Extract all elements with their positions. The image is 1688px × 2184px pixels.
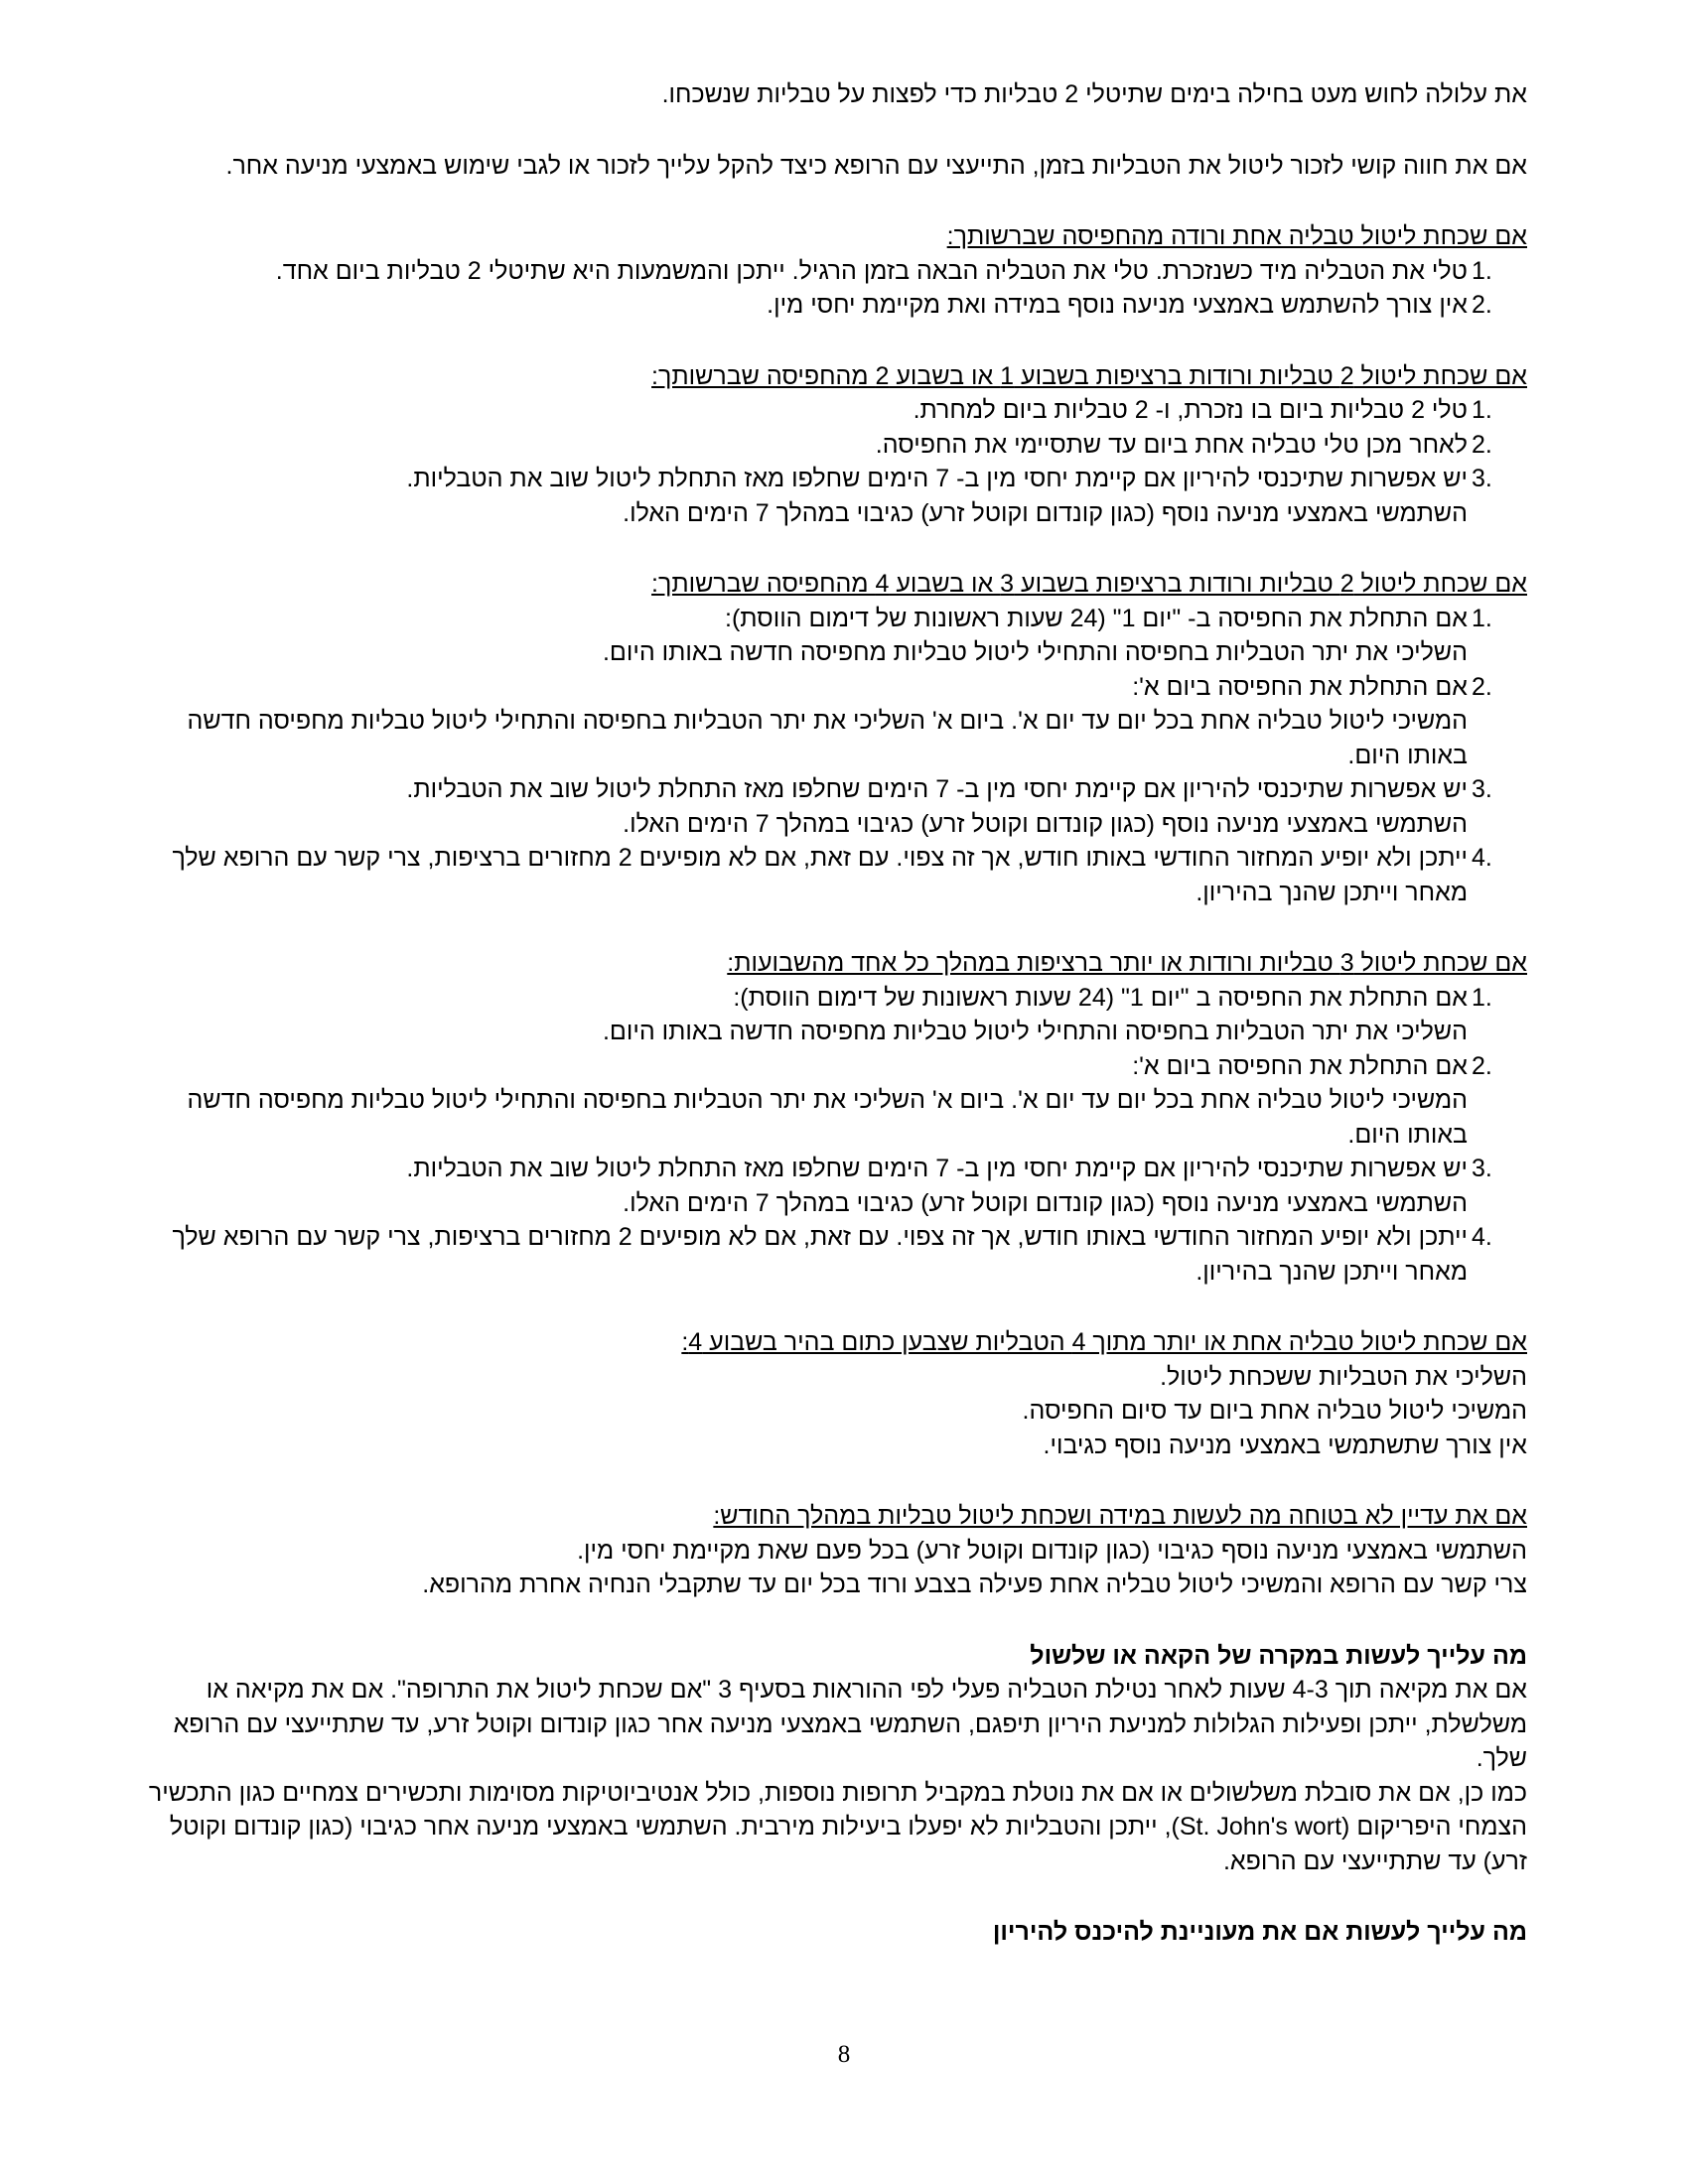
item-number: 3. [1472,1155,1492,1182]
section-heading: אם שכחת ליטול טבליה אחת או יותר מתוך 4 הטבליות שצבען כתום בהיר בשבוע 4: [681,1328,1527,1356]
paragraph: כמו כן, אם את סובלת משלשולים או אם את נוטלת במקביל תרופות נוספות, כולל אנטיביוטיקות מסוימות ותכשירים צמחיים כגון התכשיר הצמחי היפריקום (St. John's wort), ייתכן והטבליות לא יפעלו ביעילות מירבית. השתמשי באמצעי מניעה אחר כגיבוי (כגון קונדום וקוטל זרע) עד שתתייעצי עם הרופא. [148,1778,1527,1875]
item-number: 1. [1472,604,1492,632]
item-continuation: השתמשי באמצעי מניעה נוסף (כגון קונדום וקוטל זרע) כגיבוי במהלך 7 הימים האלו. [623,1188,1468,1217]
instruction-line: המשיכי ליטול טבליה אחת ביום עד סיום החפיסה. [1022,1397,1527,1425]
item-number: 2. [1472,1051,1492,1080]
list-item [137,254,1527,289]
item-text: אם התחלת את החפיסה ביום א': [1132,672,1468,701]
bold-heading: מה עלייך לעשות אם את מעוניינת להיכנס להיריון [992,1918,1527,1946]
page-body [137,77,1527,1950]
item-continuation: השליכי את יתר הטבליות בחפיסה והתחילי ליטול טבליות מחפיסה חדשה באותו היום. [602,638,1468,666]
item-number: 3. [1472,775,1492,803]
list-item [137,981,1527,1049]
item-continuation: המשיכי ליטול טבליה אחת בכל יום עד יום א'. ביום א' השליכי את יתר הטבליות בחפיסה והתחילי ליטול טבליות מחפיסה חדשה באותו היום. [187,1086,1468,1149]
numbered-list [137,981,1527,1290]
list-item [137,841,1527,909]
list-item [137,772,1527,841]
list-item [137,288,1527,323]
intro-line: את עלולה לחוש מעט בחילה בימים שתיטלי 2 טבליות כדי לפצות על טבליות שנשכחו. [661,80,1527,108]
numbered-list [137,254,1527,323]
item-number: 3. [1472,465,1492,492]
item-text: לאחר מכן טלי טבליה אחת ביום עד שתסיימי את החפיסה. [875,430,1468,459]
item-text: ייתכן ולא יופיע המחזור החודשי באותו חודש, אך זה צפוי. עם זאת, אם לא מופיעים 2 מחזורים ברציפות, צרי קשר עם הרופא שלך מאחר וייתכן שהנך בהיריון. [172,1223,1468,1286]
item-text: יש אפשרות שתיכנסי להיריון אם קיימת יחסי מין ב- 7 הימים שחלפו מאז התחלת ליטול שוב את הטבליות. [406,465,1468,492]
section-heading: אם את עדיין לא בטוחה מה לעשות במידה ושכחת ליטול טבליות במהלך החודש: [713,1502,1527,1530]
instruction-line: אין צורך שתשתמשי באמצעי מניעה נוסף כגיבוי. [1043,1431,1527,1459]
list-item [137,428,1527,463]
item-text: טלי 2 טבליות ביום בו נזכרת, ו- 2 טבליות ביום למחרת. [913,396,1468,424]
instruction-line: השתמשי באמצעי מניעה נוסף כגיבוי (כגון קונדום וקוטל זרע) בכל פעם שאת מקיימת יחסי מין. [577,1536,1527,1565]
item-number: 1. [1472,396,1492,424]
list-item [137,1152,1527,1220]
item-continuation: השתמשי באמצעי מניעה נוסף (כגון קונדום וקוטל זרע) כגיבוי במהלך 7 הימים האלו. [623,498,1468,527]
item-number: 4. [1472,844,1492,872]
item-text: יש אפשרות שתיכנסי להיריון אם קיימת יחסי מין ב- 7 הימים שחלפו מאז התחלת ליטול שוב את הטבליות. [406,775,1468,803]
instruction-line: השליכי את הטבליות ששכחת ליטול. [1160,1362,1527,1391]
list-item [137,670,1527,773]
numbered-list [137,393,1527,530]
item-number: 1. [1472,983,1492,1012]
bold-heading: מה עלייך לעשות במקרה של הקאה או שלשול [1030,1641,1527,1670]
item-number: 1. [1472,256,1492,285]
list-item [137,1220,1527,1289]
item-continuation: השתמשי באמצעי מניעה נוסף (כגון קונדום וקוטל זרע) כגיבוי במהלך 7 הימים האלו. [623,809,1468,838]
list-item [137,602,1527,670]
item-text: ייתכן ולא יופיע המחזור החודשי באותו חודש, אך זה צפוי. עם זאת, אם לא מופיעים 2 מחזורים ברציפות, צרי קשר עם הרופא שלך מאחר וייתכן שהנך בהיריון. [172,844,1468,906]
item-text: יש אפשרות שתיכנסי להיריון אם קיימת יחסי מין ב- 7 הימים שחלפו מאז התחלת ליטול שוב את הטבליות. [406,1155,1468,1182]
item-number: 2. [1472,430,1492,459]
item-text: אם התחלת את החפיסה ב "יום 1" (24 שעות ראשונות של דימום הווסת): [733,983,1468,1012]
numbered-list [137,602,1527,910]
item-continuation: השליכי את יתר הטבליות בחפיסה והתחילי ליטול טבליות מחפיסה חדשה באותו היום. [602,1018,1468,1045]
item-number: 2. [1472,672,1492,701]
item-number: 2. [1472,291,1492,319]
page-number: 8 [837,2041,851,2068]
item-continuation: המשיכי ליטול טבליה אחת בכל יום עד יום א'. ביום א' השליכי את יתר הטבליות בחפיסה והתחילי ליטול טבליות מחפיסה חדשה באותו היום. [187,707,1468,769]
section-heading: אם שכחת ליטול 2 טבליות ורודות ברציפות בשבוע 1 או בשבוע 2 מהחפיסה שברשותך: [651,361,1527,390]
section-heading: אם שכחת ליטול טבליה אחת ורודה מהחפיסה שברשותך: [946,222,1527,250]
section-heading: אם שכחת ליטול 3 טבליות ורודות או יותר ברציפות במהלך כל אחד מהשבועות: [727,949,1527,977]
instruction-line: צרי קשר עם הרופא והמשיכי ליטול טבליה אחת פעילה בצבע ורוד בכל יום עד שתקבלי הנחיה אחרת מהרופא. [422,1570,1527,1598]
item-text: טלי את הטבליה מיד כשנזכרת. טלי את הטבליה הבאה בזמן הרגיל. ייתכן והמשמעות היא שתיטלי 2 טבליות ביום אחד. [275,256,1468,285]
item-number: 4. [1472,1223,1492,1251]
list-item [137,1049,1527,1153]
section-heading: אם שכחת ליטול 2 טבליות ורודות ברציפות בשבוע 3 או בשבוע 4 מהחפיסה שברשותך: [651,570,1527,598]
paragraph: אם את מקיאה תוך 4-3 שעות לאחר נטילת הטבליה פעלי לפי ההוראות בסעיף 3 "אם שכחת ליטול את התרופה". אם את מקיאה או משלשלת, ייתכן ופעילות הגלולות למניעת היריון תיפגם, השתמשי באמצעי מניעה אחר כגון קונדום וקוטל זרע, עד שתתייעצי עם הרופא שלך. [173,1676,1527,1772]
list-item [137,393,1527,428]
list-item [137,462,1527,530]
item-text: אין צורך להשתמש באמצעי מניעה נוסף במידה ואת מקיימת יחסי מין. [767,291,1468,319]
item-text: אם התחלת את החפיסה ביום א': [1132,1051,1468,1080]
item-text: אם התחלת את החפיסה ב- "יום 1" (24 שעות ראשונות של דימום הווסת): [725,604,1468,632]
intro-paragraph: אם את חווה קושי לזכור ליטול את הטבליות בזמן, התייעצי עם הרופא כיצד להקל עלייך לזכור או לגבי שימוש באמצעי מניעה אחר. [225,151,1527,180]
